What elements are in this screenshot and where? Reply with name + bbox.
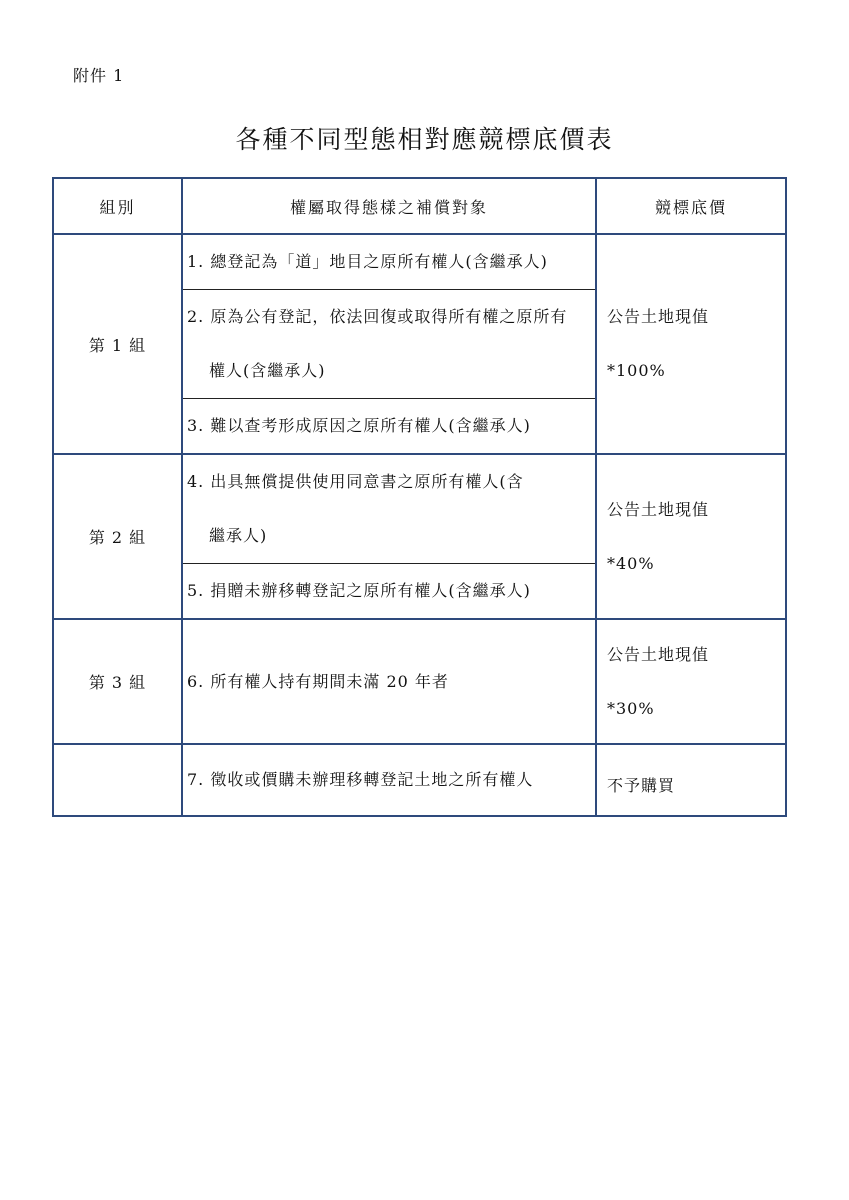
compensation-targets <box>182 619 596 744</box>
table-row-group-3 <box>53 619 786 744</box>
annex-label: 附件 1 <box>73 66 125 85</box>
target-text: 6. 所有權人持有期間未滿 20 年者 <box>187 671 449 691</box>
group-label <box>53 744 182 816</box>
header-compensation-target: 權屬取得態樣之補償對象 <box>182 178 596 234</box>
target-text: 7. 徵收或價購未辦理移轉登記土地之所有權人 <box>187 770 534 789</box>
price-basis: 公告土地現值 <box>607 307 710 326</box>
table-row-group-2 <box>53 454 786 619</box>
group-label: 第 1 組 <box>53 234 182 454</box>
target-text: 4. 出具無償提供使用同意書之原所有權人(含 <box>187 472 524 491</box>
bid-price <box>596 234 786 454</box>
bid-price-table <box>52 177 787 817</box>
target-text-continued: 繼承人) <box>209 526 268 545</box>
target-text: 3. 難以查考形成原因之原所有權人(含繼承人) <box>187 416 531 435</box>
target-item-4 <box>183 455 595 563</box>
table-row-group-1 <box>53 234 786 454</box>
price-ratio: *40% <box>607 553 655 573</box>
price-ratio: *30% <box>607 698 655 718</box>
bid-price <box>596 454 786 619</box>
target-item-1 <box>183 235 595 289</box>
table-row-group-none <box>53 744 786 816</box>
target-item-5 <box>183 563 595 618</box>
group-label: 第 2 組 <box>53 454 182 619</box>
target-item-6 <box>183 655 595 709</box>
page-title: 各種不同型態相對應競標底價表 <box>235 125 614 154</box>
compensation-targets <box>182 744 596 816</box>
bid-price <box>596 744 786 816</box>
compensation-targets <box>182 454 596 619</box>
header-group: 組別 <box>53 178 182 234</box>
price-basis: 公告土地現值 <box>607 499 710 519</box>
bid-price <box>596 619 786 744</box>
target-text: 1. 總登記為「道」地目之原所有權人(含繼承人) <box>187 252 548 271</box>
compensation-targets <box>182 234 596 454</box>
price-ratio: *100% <box>607 361 666 380</box>
price-basis: 公告土地現值 <box>607 644 710 664</box>
target-text: 5. 捐贈未辦移轉登記之原所有權人(含繼承人) <box>187 581 531 600</box>
target-item-7 <box>183 746 595 814</box>
target-item-2 <box>183 289 595 398</box>
target-text-continued: 權人(含繼承人) <box>209 361 326 380</box>
price-basis: 不予購買 <box>607 776 676 795</box>
target-item-3 <box>183 398 595 453</box>
target-text: 2. 原為公有登記，依法回復或取得所有權之原所有 <box>187 307 568 326</box>
header-bid-price: 競標底價 <box>596 178 786 234</box>
table-header-row <box>53 178 786 234</box>
group-label: 第 3 組 <box>53 619 182 744</box>
